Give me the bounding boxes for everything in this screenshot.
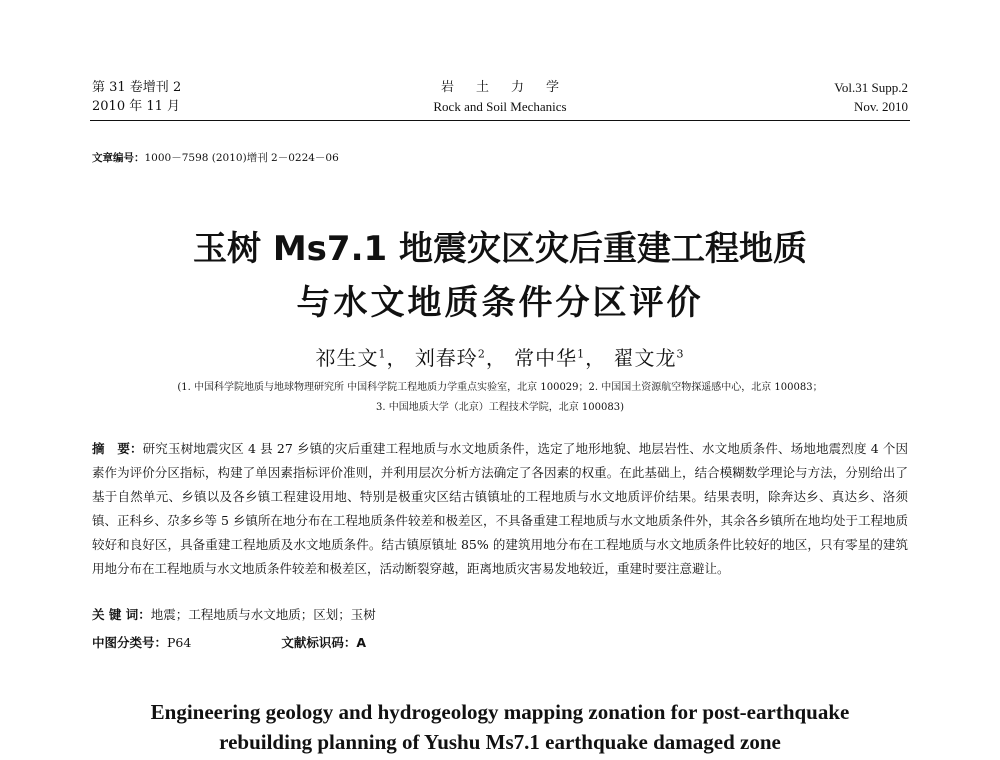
author-affiliation-mark: 1 (577, 347, 586, 361)
header-right (834, 78, 908, 116)
article-number (92, 150, 339, 165)
classification (92, 633, 366, 651)
date-cn: 2010 年 11 月 (92, 99, 181, 114)
paper-title (60, 222, 940, 330)
english-title-line-1: Engineering geology and hydrogeology mapping zonation for post-earthquake (150, 700, 850, 724)
title-line-2: 与水文地质条件分区评价 (296, 283, 704, 323)
header-left (92, 78, 181, 116)
english-title-line-2: rebuilding planning of Yushu Ms7.1 earthquake damaged zone (219, 730, 781, 754)
author-separator: ， (585, 346, 607, 370)
date-en: Nov. 2010 (853, 99, 908, 114)
header-center (380, 78, 620, 116)
affiliation-line-2: 3. 中国地质大学（北京）工程技术学院，北京 100083) (376, 402, 624, 413)
author-name: 常中华 (514, 346, 578, 370)
author-affiliation-mark: 3 (676, 347, 685, 361)
affiliation-line-1: (1. 中国科学院地质与地球物理研究所 中国科学院工程地质力学重点实验室，北京 100029；2. 中国国土资源航空物探遥感中心，北京 100083； (177, 382, 823, 393)
author-list (0, 342, 1000, 371)
author-separator: ， (485, 346, 507, 370)
abstract-label: 摘 要： (92, 441, 143, 456)
article-number-label: 文章编号： (92, 152, 145, 164)
document-code-value: A (356, 635, 367, 650)
affiliations (90, 378, 910, 418)
author-name: 祁生文 (315, 346, 379, 370)
author-separator: ， (386, 346, 408, 370)
author-name: 刘春玲 (414, 346, 478, 370)
title-line-1: 玉树 Ms7.1 地震灾区灾后重建工程地质 (193, 229, 807, 269)
author-affiliation-mark: 1 (378, 347, 387, 361)
abstract-text: 研究玉树地震灾区 4 县 27 乡镇的灾后重建工程地质与水文地质条件，选定了地形地貌、地层岩性、水文地质条件、场地地震烈度 4 个因素作为评价分区指标，构建了单因素指标评价准则，并利用层次分析方法确定了各因素的权重。在此基础上，结合模糊数学理论与方法，分别给出了基于自然单元、乡镇以及各乡镇工程建设用地、特别是极重灾区结古镇镇址的工程地质与水文地质评价结果。结果表明，除奔达乡、真达乡、洛须镇、正科乡、尕多乡等 5 乡镇所在地分布在工程地质条件较差和极差区，不具备重建工程地质与水文地质条件外，其余各乡镇所在地均处于工程地质较好和良好区，具备重建工程地质及水文地质条件。结古镇原镇址 85% 的建筑用地分布在工程地质与水文地质条件比较好的地区，只有零星的建筑用地分布在工程地质与水文地质条件较差和极差区，活动断裂穿越，距离地质灾害易发地较近，重建时要注意避让。 (92, 441, 908, 576)
journal-name-en: Rock and Soil Mechanics (433, 99, 567, 114)
english-title (40, 697, 960, 757)
journal-name-cn: 岩土力学 (440, 80, 581, 95)
header-divider (90, 120, 910, 121)
keywords (92, 605, 376, 623)
article-number-value: 1000－7598 (2010)增刊 2－0224－06 (144, 152, 339, 164)
clc-label: 中图分类号： (92, 635, 168, 650)
clc-value: P64 (167, 635, 192, 650)
document-code-label: 文献标识码： (281, 635, 357, 650)
volume-cn: 第 31 卷增刊 2 (92, 80, 182, 95)
keywords-text: 地震；工程地质与水文地质；区划；玉树 (150, 607, 376, 622)
author-name: 翟文龙 (613, 346, 677, 370)
author-affiliation-mark: 2 (477, 347, 486, 361)
abstract (92, 437, 908, 581)
volume-en: Vol.31 Supp.2 (834, 80, 908, 95)
keywords-label: 关 键 词： (92, 607, 151, 622)
